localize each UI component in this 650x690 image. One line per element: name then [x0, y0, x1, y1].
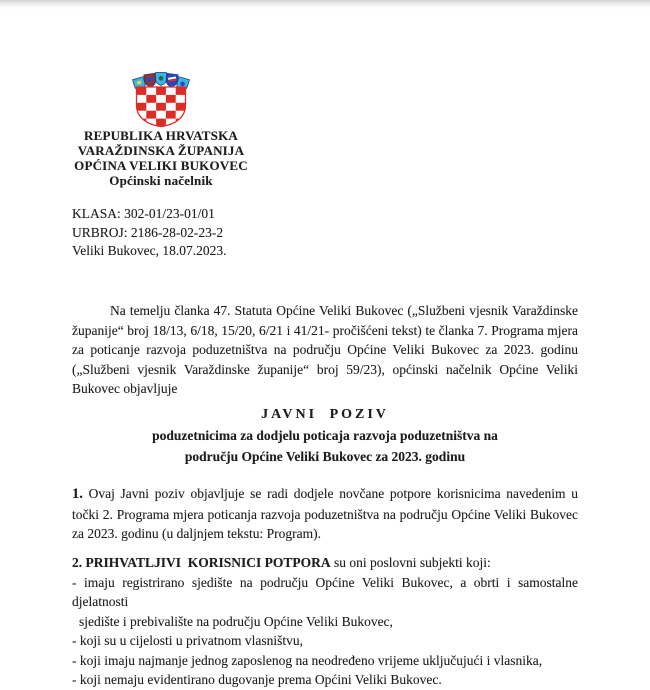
section-1-line: za 2023. godinu (u daljnjem tekstu: Program). [72, 526, 321, 541]
letterhead-municipality: OPĆINA VELIKI BUKOVEC [74, 158, 248, 173]
title-block [0, 404, 650, 467]
croatian-coat-of-arms-icon [132, 70, 190, 128]
intro-line: županije“ broj 18/13, 6/18, 15/20, 6/21 i 41/21- pročišćeni tekst) te članka 7. Programa mjera [72, 322, 578, 338]
document-subtitle-line: području Općine Veliki Bukovec za 2023. godinu [184, 449, 466, 464]
section-1 [72, 484, 578, 544]
section-2 [72, 553, 578, 690]
section-2-item: - koji su u cijelosti u privatnom vlasništvu, [72, 633, 303, 648]
scan-top-edge [0, 0, 650, 10]
intro-line: za poticanje razvoja poduzetništva na području Općine Veliki Bukovec za 2023. godinu [72, 342, 578, 357]
place-date-line: Veliki Bukovec, 18.07.2023. [72, 243, 227, 258]
coat-shield [137, 87, 186, 127]
document-meta [72, 205, 227, 261]
document-subtitle-line: poduzetnicima za dodjelu poticaja razvoja poduzetništva na [152, 428, 498, 443]
klasa-line: KLASA: 302-01/23-01/01 [72, 206, 215, 221]
urbroj-line: URBROJ: 2186-28-02-23-2 [72, 224, 224, 240]
intro-line: Bukovec objavljuje [72, 381, 178, 396]
section-2-item: - koji imaju najmanje jednog zaposlenog na neodređeno vrijeme uključujući i vlasnika, [72, 652, 543, 668]
letterhead [0, 70, 322, 188]
letterhead-country: REPUBLIKA HRVATSKA [83, 128, 238, 143]
section-2-item-continuation: sjedište i prebivalište na području Općine Veliki Bukovec, [79, 613, 393, 629]
letterhead-office: Općinski načelnik [109, 173, 213, 188]
section-2-item: - koji nemaju evidentirano dugovanje prema Općini Veliki Bukovec. [72, 672, 442, 687]
intro-paragraph [72, 301, 578, 399]
letterhead-county: VARAŽDINSKA ŽUPANIJA [77, 143, 245, 158]
document-title: JAVNI POZIV [261, 407, 389, 422]
section-2-item: - imaju registrirano sjedište na području Općine Veliki Bukovec, a obrti i samostalne djelatnosti [72, 574, 578, 609]
section-1-number: 1. [72, 486, 83, 502]
section-1-line: 1. Ovaj Javni poziv objavljuje se radi dodjele novčane potpore korisnicima navedenim u [72, 486, 578, 502]
section-2-heading: 2. PRIHVATLJIVI KORISNICI POTPORA su oni poslovni subjekti koji: [72, 555, 491, 570]
section-1-line: točki 2. Programa mjera poticanja razvoja poduzetništva na području Općine Veliki Bukovec [72, 506, 578, 522]
intro-line: Na temelju članka 47. Statuta Općine Veliki Bukovec („Službeni vjesnik Varaždinske [110, 303, 578, 318]
intro-line: („Službeni vjesnik Varaždinske županije“ broj 59/23), općinski načelnik Općine Veliki [72, 361, 578, 377]
